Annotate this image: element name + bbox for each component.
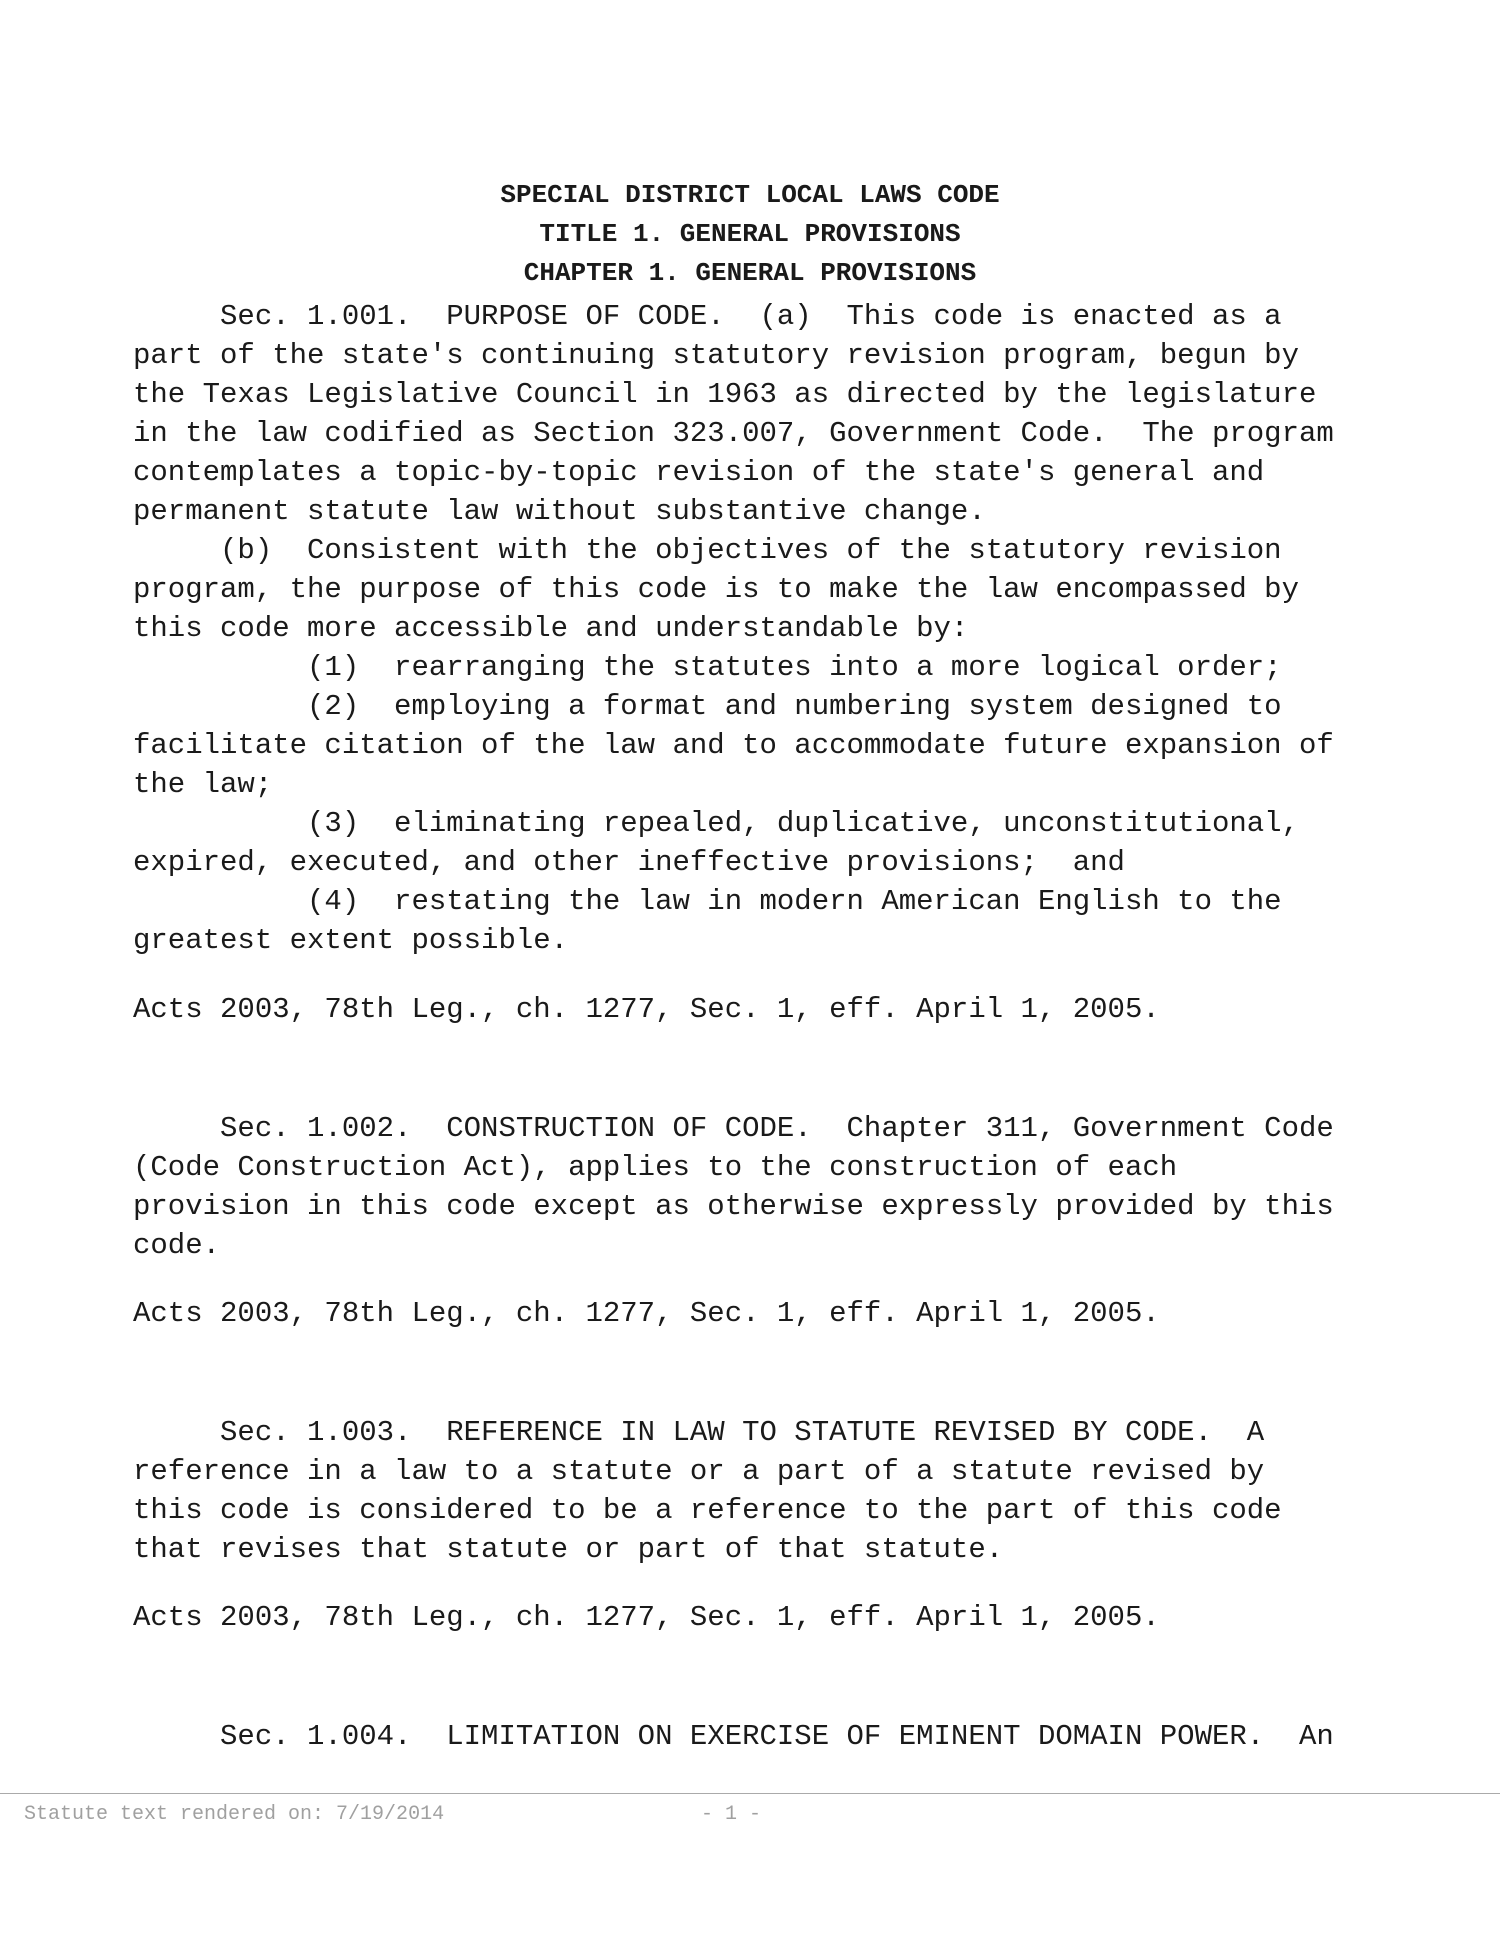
section-line: (Code Construction Act), applies to the construction of each xyxy=(133,1151,1178,1184)
section-line: the law; xyxy=(133,768,273,801)
section-line: expired, executed, and other ineffective provisions; and xyxy=(133,846,1125,879)
section-line: greatest extent possible. xyxy=(133,924,569,957)
section-line: code. xyxy=(133,1229,221,1262)
code-title: SPECIAL DISTRICT LOCAL LAWS CODE xyxy=(500,180,1000,210)
footer-page-number: - 1 - xyxy=(701,1803,762,1826)
section-line: in the law codified as Section 323.007, Government Code. The program xyxy=(133,417,1334,450)
section-citation: Acts 2003, 78th Leg., ch. 1277, Sec. 1, eff. April 1, 2005. xyxy=(133,1297,1160,1330)
section-line: permanent statute law without substantive change. xyxy=(133,495,986,528)
title-heading: TITLE 1. GENERAL PROVISIONS xyxy=(539,219,961,249)
section-line: (b) Consistent with the objectives of the statutory revision xyxy=(133,534,1282,567)
section-citation: Acts 2003, 78th Leg., ch. 1277, Sec. 1, eff. April 1, 2005. xyxy=(133,1601,1160,1634)
section-line: part of the state's continuing statutory revision program, begun by xyxy=(133,339,1299,372)
section-line: provision in this code except as otherwise expressly provided by this xyxy=(133,1190,1334,1223)
section-line: (2) employing a format and numbering system designed to xyxy=(133,690,1282,723)
section-line: program, the purpose of this code is to make the law encompassed by xyxy=(133,573,1299,606)
section-line: this code more accessible and understandable by: xyxy=(133,612,969,645)
section-line: facilitate citation of the law and to accommodate future expansion of xyxy=(133,729,1334,762)
section-line: the Texas Legislative Council in 1963 as directed by the legislature xyxy=(133,378,1317,411)
section-line: Sec. 1.002. CONSTRUCTION OF CODE. Chapter 311, Government Code xyxy=(133,1112,1334,1145)
section-line: (1) rearranging the statutes into a more logical order; xyxy=(133,651,1282,684)
section-line: this code is considered to be a reference to the part of this code xyxy=(133,1494,1282,1527)
section-line: Sec. 1.003. REFERENCE IN LAW TO STATUTE REVISED BY CODE. A xyxy=(133,1416,1265,1449)
chapter-heading: CHAPTER 1. GENERAL PROVISIONS xyxy=(523,258,977,288)
section-line: (4) restating the law in modern American English to the xyxy=(133,885,1282,918)
section-line: contemplates a topic-by-topic revision of the state's general and xyxy=(133,456,1265,489)
section-line: Sec. 1.001. PURPOSE OF CODE. (a) This code is enacted as a xyxy=(133,300,1282,333)
section-line: Sec. 1.004. LIMITATION ON EXERCISE OF EMINENT DOMAIN POWER. An xyxy=(133,1720,1334,1753)
section-line: that revises that statute or part of that statute. xyxy=(133,1533,1004,1566)
section-line: (3) eliminating repealed, duplicative, unconstitutional, xyxy=(133,807,1299,840)
footer-rendered-date: Statute text rendered on: 7/19/2014 xyxy=(24,1803,445,1826)
section-citation: Acts 2003, 78th Leg., ch. 1277, Sec. 1, eff. April 1, 2005. xyxy=(133,993,1160,1026)
footer-divider xyxy=(0,1793,1500,1794)
section-line: reference in a law to a statute or a part of a statute revised by xyxy=(133,1455,1265,1488)
